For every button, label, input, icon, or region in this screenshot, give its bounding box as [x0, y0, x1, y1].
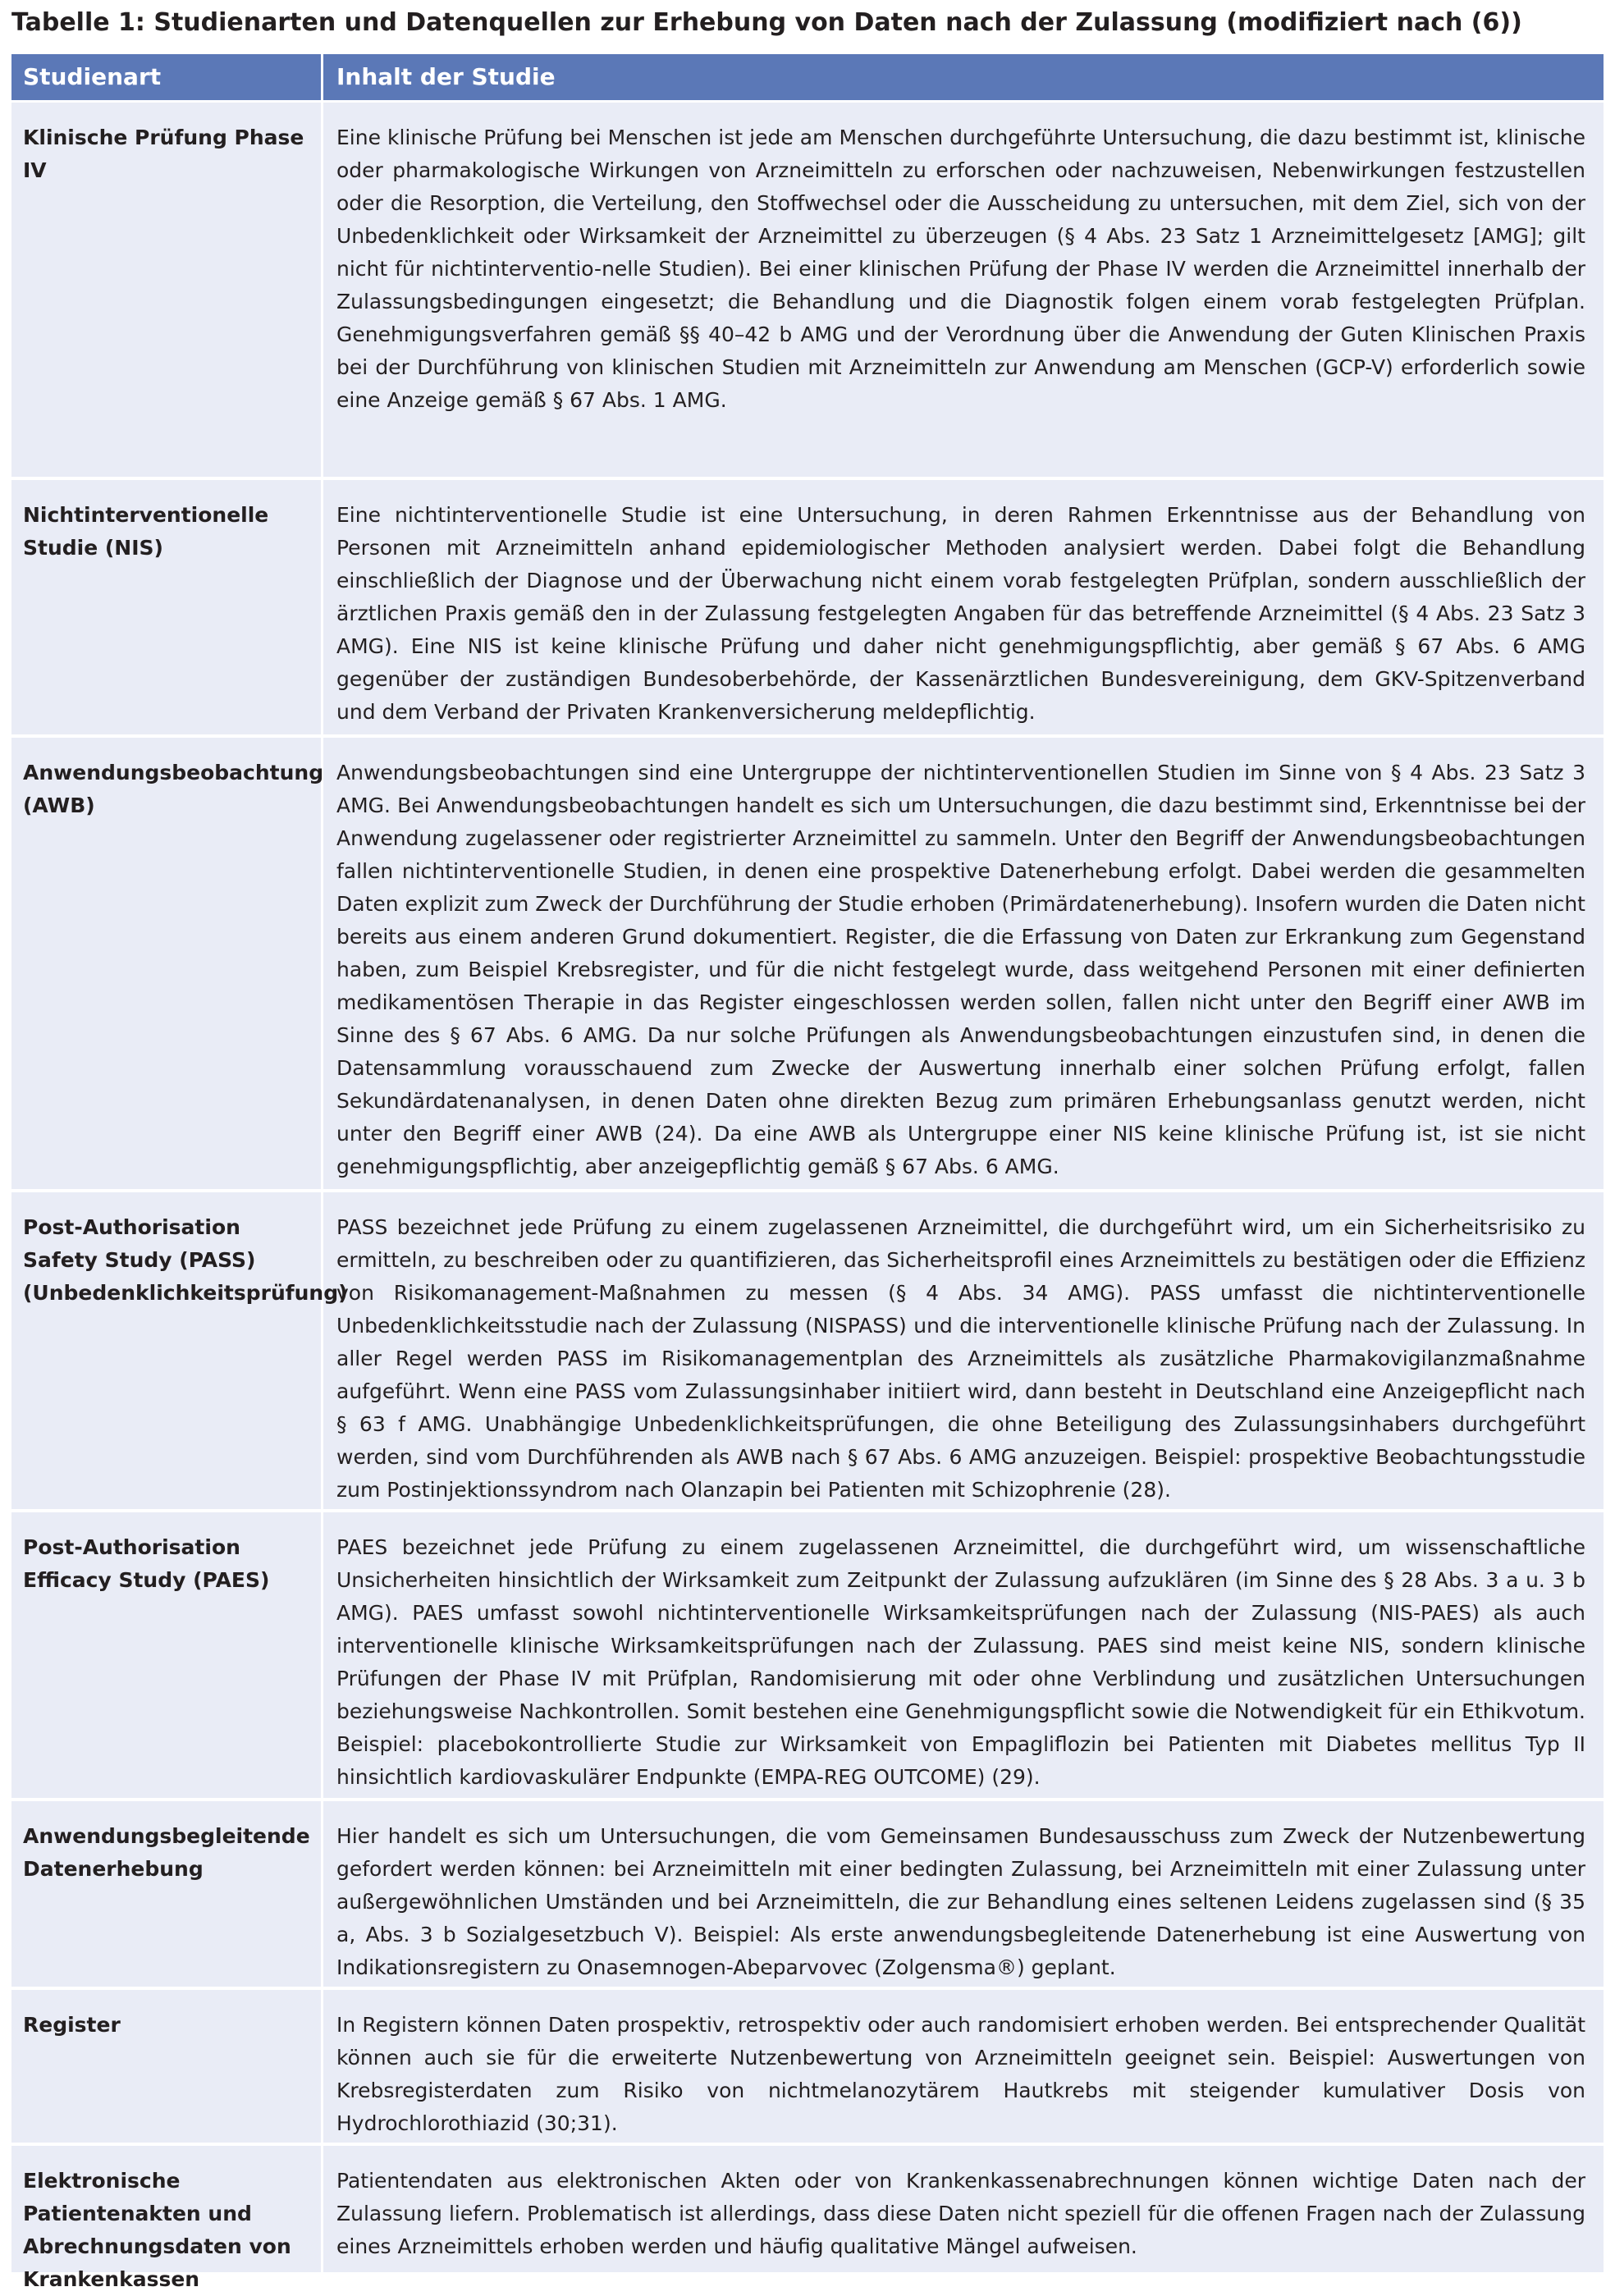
study-type-cell: Post-Authorisation Efficacy Study (PAES) — [11, 1512, 323, 1798]
study-content-cell: PAES bezeichnet jede Prüfung zu einem zugelassenen Arzneimittel, die durchgeführt wird, um wissenschaftliche Unsicherheiten hinsichtlich der Wirksamkeit zum Zeitpunkt der Zulassung aufzuklären (im Sinne des § 28 Abs. 3 a u. 3 b AMG). PAES umfasst sowohl nichtinterventionelle Wirksamkeitsprüfungen nach der Zulassung (NIS-PAES) als auch interventionelle klinische Wirksamkeitsprüfungen nach der Zulassung. PAES sind meist keine NIS, sondern klinische Prüfungen der Phase IV mit Prüfplan, Randomisierung mit oder ohne Verblindung und zusätzlichen Untersuchungen beziehungsweise Nachkontrollen. Somit bestehen eine Genehmigungspflicht sowie die Notwendigkeit für ein Ethikvotum. Beispiel: placebokontrollierte Studie zur Wirksamkeit von Empagliflozin bei Patienten mit Diabetes mellitus Typ II hinsichtlich kardiovaskulärer Endpunkte (EMPA-REG OUTCOME) (29). — [336, 1535, 1585, 1789]
table-row — [11, 738, 1604, 1192]
study-content-cell: Anwendungsbeobachtungen sind eine Untergruppe der nichtinterventionellen Studien im Sinne von § 4 Abs. 23 Satz 3 AMG. Bei Anwendungsbeobachtungen handelt es sich um Untersuchungen, die dazu bestimmt sind, Erkenntnisse bei der Anwendung zugelassener oder registrierter Arzneimittel zu sammeln. Unter den Begriff der Anwendungsbeobachtungen fallen nichtinterventionelle Studien, in denen eine prospektive Datenerhebung erfolgt. Dabei werden die gesammelten Daten explizit zum Zweck der Durchführung der Studie erhoben (Primärdatenerhebung). Insofern wurden die Daten nicht bereits aus einem anderen Grund dokumentiert. Register, die die Erfassung von Daten zur Erkrankung zum Gegenstand haben, zum Beispiel Krebsregister, und für die nicht festgelegt wurde, dass weitgehend Personen mit einer definierten medikamentösen Therapie in das Register eingeschlossen werden sollen, fallen nicht unter den Begriff einer AWB im Sinne des § 67 Abs. 6 AMG. Da nur solche Prüfungen als Anwendungsbeobachtungen einzustufen sind, in denen die Datensammlung vorausschauend zum Zwecke der Auswertung innerhalb einer solchen Prüfung erfolgt, fallen Sekundärdatenanalysen, in denen Daten ohne direkten Bezug zum primären Erhebungsanlass genutzt werden, nicht unter den Begriff einer AWB (24). Da eine AWB als Untergruppe einer NIS keine klinische Prüfung ist, ist sie nicht genehmigungspflichtig, aber anzeigepflichtig gemäß § 67 Abs. 6 AMG. — [336, 761, 1585, 1178]
study-type-cell: Nichtinterventionelle Studie (NIS) — [11, 480, 323, 734]
table-row — [11, 480, 1604, 738]
study-type-cell: Anwendungsbegleitende Datenerhebung — [11, 1801, 323, 1987]
table-row — [11, 103, 1604, 480]
table-caption: Tabelle 1: Studienarten und Datenquellen zur Erhebung von Daten nach der Zulassung (modifiziert nach (6)) — [11, 8, 1522, 37]
table-row — [11, 1801, 1604, 1990]
study-content-cell: Patientendaten aus elektronischen Akten oder von Krankenkassenabrechnungen können wichtige Daten nach der Zulassung liefern. Problematisch ist allerdings, dass diese Daten nicht speziell für die offenen Fragen nach der Zulassung eines Arzneimittels erhoben werden und häufig qualitative Mängel aufweisen. — [336, 2169, 1585, 2258]
study-content-cell: Eine nichtinterventionelle Studie ist eine Untersuchung, in deren Rahmen Erkenntnisse aus der Behandlung von Personen mit Arzneimitteln anhand epidemiologischer Methoden analysiert werden. Dabei folgt die Behandlung einschließlich der Diagnose und der Überwachung nicht einem vorab festgelegten Prüfplan, sondern ausschließlich der ärztlichen Praxis gemäß den in der Zulassung festgelegten Angaben für das betreffende Arzneimittel (§ 4 Abs. 23 Satz 3 AMG). Eine NIS ist keine klinische Prüfung und daher nicht genehmigungspflichtig, aber gemäß § 67 Abs. 6 AMG gegenüber der zuständigen Bundesoberbehörde, der Kassenärztlichen Bundesvereinigung, dem GKV-Spitzenverband und dem Verband der Privaten Krankenversicherung meldepflichtig. — [336, 503, 1585, 724]
study-content-cell: PASS bezeichnet jede Prüfung zu einem zugelassenen Arzneimittel, die durchgeführt wird, um ein Sicherheitsrisiko zu ermitteln, zu beschreiben oder zu quantifizieren, das Sicherheitsprofil eines Arzneimittels zu bestätigen oder die Effizienz von Risikomanagement-Maßnahmen zu messen (§ 4 Abs. 34 AMG). PASS umfasst die nichtinterventionelle Unbedenklichkeitsstudie nach der Zulassung (NISPASS) und die interventionelle klinische Prüfung nach der Zulassung. In aller Regel werden PASS im Risikomanagementplan des Arzneimittels als zusätzliche Pharmakovigilanzmaßnahme aufgeführt. Wenn eine PASS vom Zulassungsinhaber initiiert wird, dann besteht in Deutschland eine Anzeigepflicht nach § 63 f AMG. Unabhängige Unbedenklichkeitsprüfungen, die ohne Beteiligung des Zulassungsinhabers durchgeführt werden, sind vom Durchführenden als AWB nach § 67 Abs. 6 AMG anzuzeigen. Beispiel: prospektive Beobachtungsstudie zum Postinjektionssyndrom nach Olanzapin bei Patienten mit Schizophrenie (28). — [336, 1215, 1585, 1502]
study-type-cell: Anwendungsbeobachtung (AWB) — [11, 738, 323, 1189]
table-header-row — [11, 54, 1604, 103]
column-header-studienart: Studienart — [11, 54, 323, 100]
study-content-cell: In Registern können Daten prospektiv, retrospektiv oder auch randomisiert erhoben werden. Bei entsprechender Qualität können auch sie für die erweiterte Nutzenbewertung von Arzneimitteln geeignet sein. Beispiel: Auswertungen von Krebsregisterdaten zum Risiko von nichtmelanozytärem Hautkrebs mit steigender kumulativer Dosis von Hydrochlorothiazid (30;31). — [336, 2013, 1585, 2135]
column-header-inhalt: Inhalt der Studie — [336, 63, 556, 90]
study-type-cell: Elektronische Patientenakten und Abrechnungsdaten von Krankenkassen — [11, 2146, 323, 2272]
study-type-cell: Register — [11, 1990, 323, 2143]
table-row — [11, 1990, 1604, 2146]
study-content-cell: Hier handelt es sich um Untersuchungen, die vom Gemeinsamen Bundesausschuss zum Zweck der Nutzenbewertung gefordert werden können: bei Arzneimitteln mit einer bedingten Zulassung, bei Arzneimitteln mit einer Zulassung unter außergewöhnlichen Umständen und bei Arzneimitteln, die zur Behandlung eines seltenen Leidens zugelassen sind (§ 35 a, Abs. 3 b Sozialgesetzbuch V). Beispiel: Als erste anwendungsbegleitende Datenerhebung ist eine Auswertung von Indikationsregistern zu Onasemnogen-Abeparvovec (Zolgensma®) geplant. — [336, 1824, 1585, 1979]
study-type-cell: Post-Authorisation Safety Study (PASS) (Unbedenklichkeitsprüfung) — [11, 1192, 323, 1509]
table-row — [11, 2146, 1604, 2291]
table-row — [11, 1512, 1604, 1801]
study-types-table — [11, 54, 1604, 2291]
table-row — [11, 1192, 1604, 1512]
study-content-cell: Eine klinische Prüfung bei Menschen ist jede am Menschen durchgeführte Untersuchung, die dazu bestimmt ist, klinische oder pharmakologische Wirkungen von Arzneimitteln zu erforschen oder nachzuweisen, Nebenwirkungen festzustellen oder die Resorption, die Verteilung, den Stoffwechsel oder die Ausscheidung zu untersuchen, mit dem Ziel, sich von der Unbedenklichkeit oder Wirksamkeit der Arzneimittel zu überzeugen (§ 4 Abs. 23 Satz 1 Arzneimittelgesetz [AMG]; gilt nicht für nichtinterventio-nelle Studien). Bei einer klinischen Prüfung der Phase IV werden die Arzneimittel innerhalb der Zulassungsbedingungen eingesetzt; die Behandlung und die Diagnostik folgen einem vorab festgelegten Prüfplan. Genehmigungsverfahren gemäß §§ 40–42 b AMG und der Verordnung über die Anwendung der Guten Klinischen Praxis bei der Durchführung von klinischen Studien mit Arzneimitteln zur Anwendung am Menschen (GCP-V) erforderlich sowie eine Anzeige gemäß § 67 Abs. 1 AMG. — [336, 126, 1585, 412]
study-type-cell: Klinische Prüfung Phase IV — [11, 103, 323, 477]
